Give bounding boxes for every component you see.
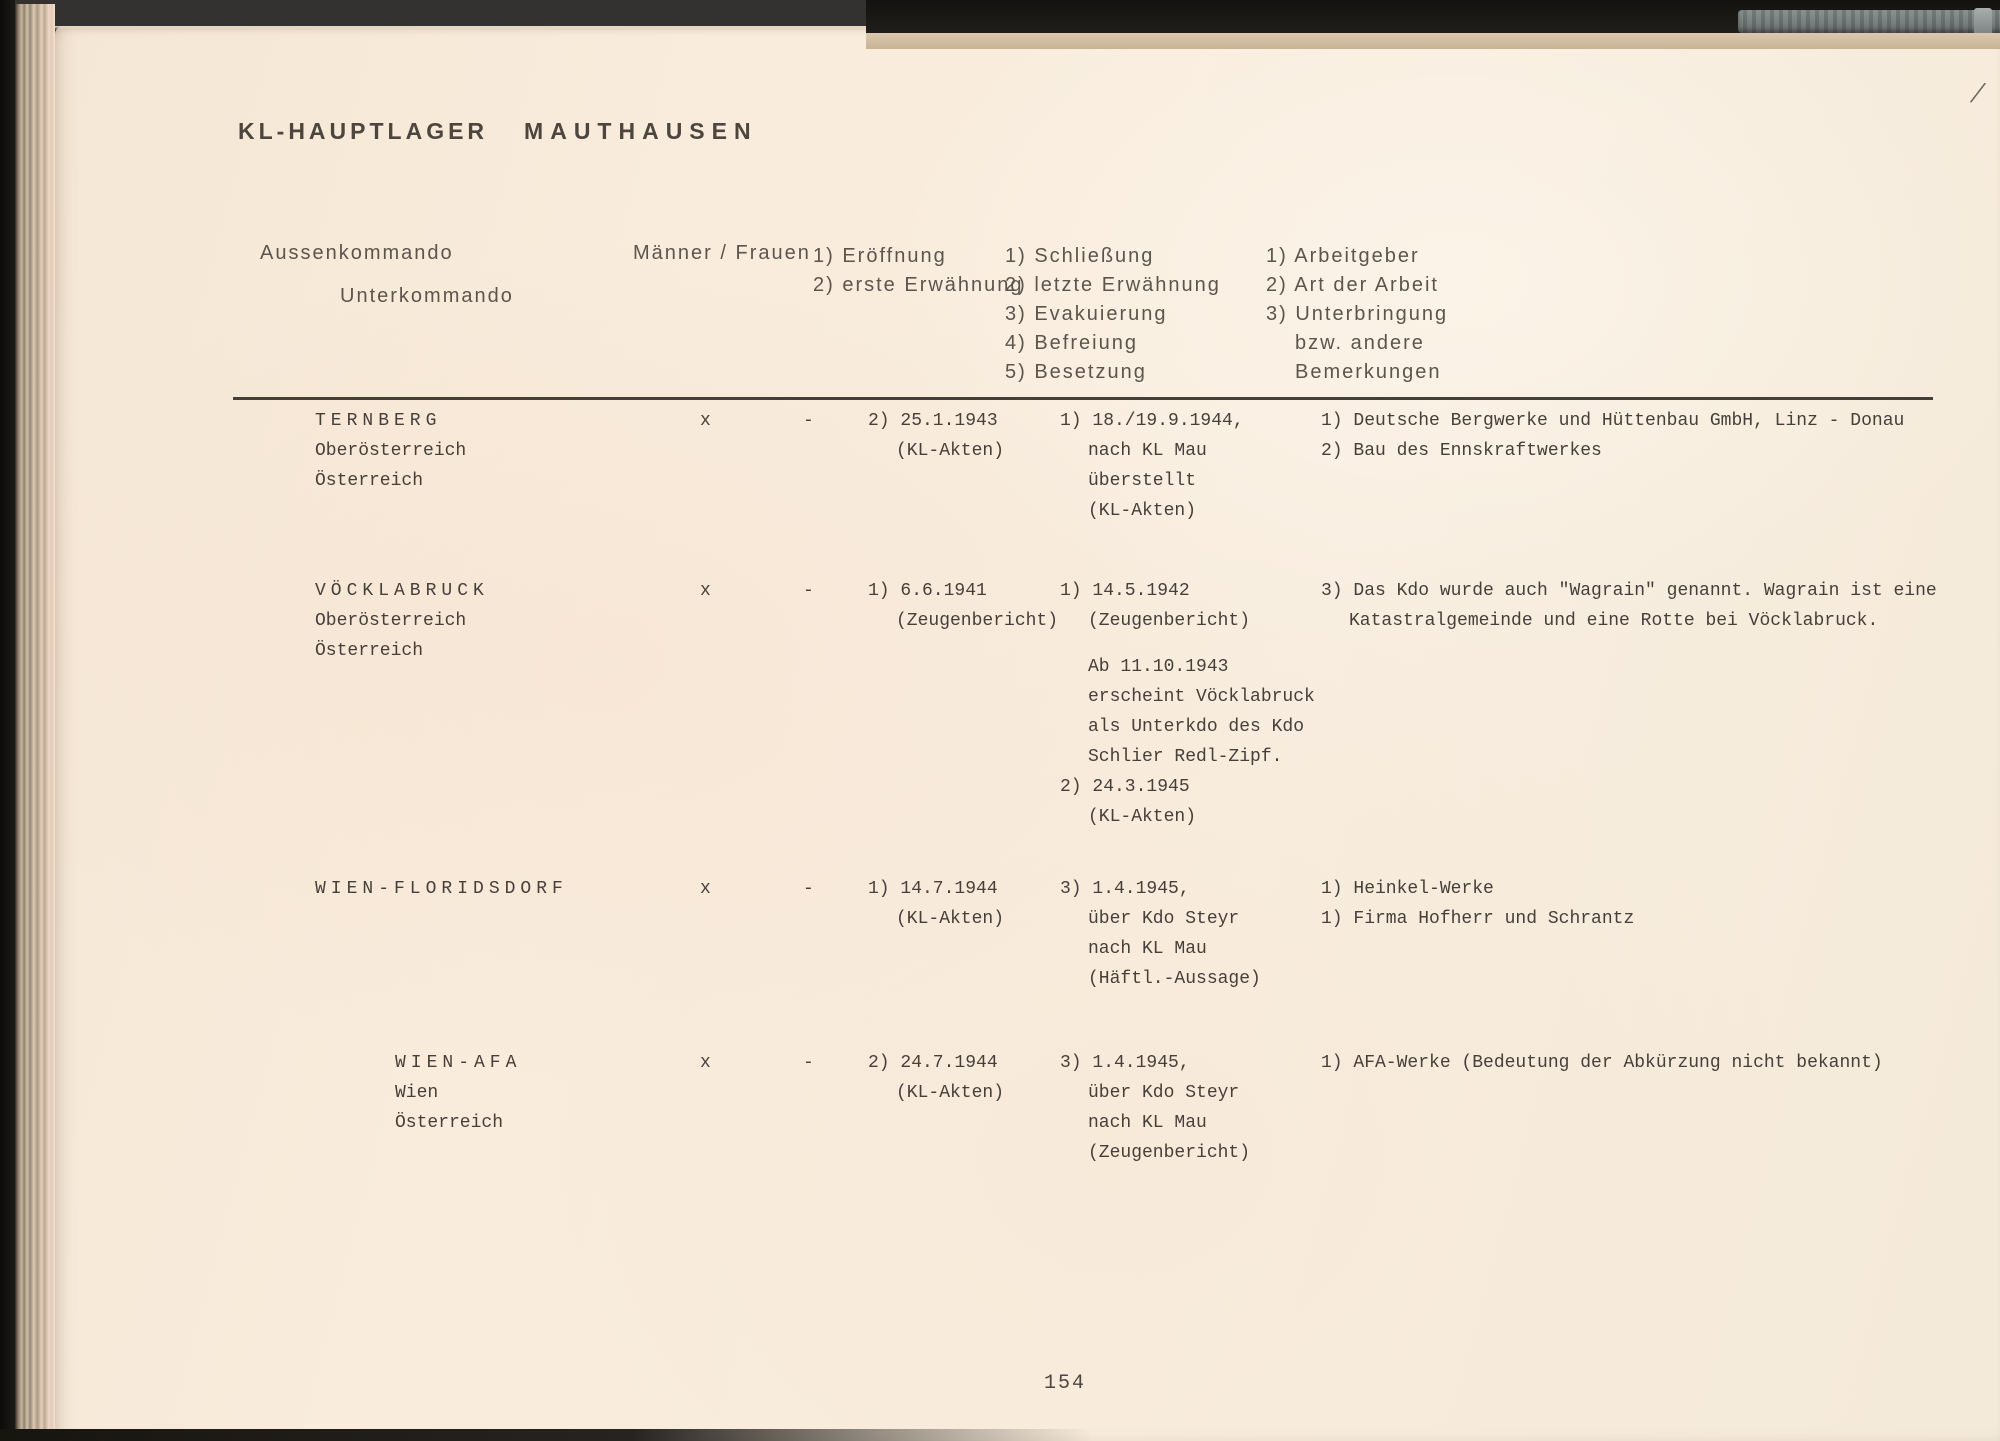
eroeffnung-cell — [868, 576, 1058, 636]
cell-line: nach KL Mau — [1088, 1113, 1207, 1133]
kommando-name-cell — [315, 406, 466, 496]
cell-line: (KL-Akten) — [1088, 807, 1197, 827]
header-line: 3) Unterbringung — [1266, 303, 1449, 325]
cell-line: Katastralgemeinde und eine Rotte bei Vöcklabruck. — [1349, 611, 1879, 631]
cell-line-gap — [1060, 636, 1315, 652]
cell-line: 1) Deutsche Bergwerke und Hüttenbau GmbH, Linz - Donau — [1321, 411, 1905, 431]
schliessung-cell — [1060, 576, 1315, 832]
kommando-name-cell — [315, 576, 489, 666]
cell-line: über Kdo Steyr — [1088, 909, 1240, 929]
kommando-name: TERNBERG — [315, 411, 442, 431]
kommando-name-cell — [395, 1048, 521, 1138]
cell-line: 1) AFA-Werke (Bedeutung der Abkürzung nicht bekannt) — [1321, 1053, 1883, 1073]
header-arbeitgeber — [1266, 242, 1448, 387]
cell-line: über Kdo Steyr — [1088, 1083, 1240, 1103]
cell-line: überstellt — [1088, 471, 1197, 491]
header-unterkommando: Unterkommando — [340, 285, 514, 307]
cell-line: (KL-Akten) — [1088, 501, 1197, 521]
cell-line: (Zeugenbericht) — [1088, 611, 1251, 631]
book-headband-cap — [1974, 8, 1992, 35]
bemerkungen-cell — [1321, 874, 1634, 934]
cell-line: (Häftl.-Aussage) — [1088, 969, 1261, 989]
region-line: Österreich — [315, 471, 424, 491]
schliessung-cell — [1060, 874, 1261, 994]
header-divider-rule — [233, 397, 1933, 400]
cell-line: 1) 14.7.1944 — [868, 879, 998, 899]
book-headband — [1738, 10, 2000, 33]
header-line: 1) Arbeitgeber — [1266, 245, 1420, 267]
header-line: 1) Schließung — [1005, 245, 1155, 267]
header-line: 4) Befreiung — [1005, 332, 1138, 354]
header-maenner-frauen: Männer / Frauen — [633, 242, 811, 264]
cell-line: 1) 14.5.1942 — [1060, 581, 1190, 601]
bemerkungen-cell — [1321, 406, 1904, 466]
cell-line: nach KL Mau — [1088, 441, 1207, 461]
cell-line: als Unterkdo des Kdo — [1088, 717, 1305, 737]
page — [55, 26, 2000, 1441]
cell-line: 2) 25.1.1943 — [868, 411, 998, 431]
cell-line: (KL-Akten) — [896, 1083, 1005, 1103]
cell-line: 2) Bau des Ennskraftwerkes — [1321, 441, 1602, 461]
kommando-name-cell — [315, 874, 568, 904]
header-line: 2) Art der Arbeit — [1266, 274, 1439, 296]
frauen-mark: - — [803, 1053, 814, 1073]
book-bottom-shadow — [0, 1429, 1150, 1441]
corner-slash-mark: / — [1970, 73, 1986, 111]
frauen-mark: - — [803, 879, 814, 899]
cell-line: 3) 1.4.1945, — [1060, 1053, 1190, 1073]
kommando-name: VÖCKLABRUCK — [315, 581, 489, 601]
cell-line: (Zeugenbericht) — [896, 611, 1059, 631]
maenner-mark: x — [700, 411, 711, 431]
region-line: Oberösterreich — [315, 611, 467, 631]
cell-line: 1) 6.6.1941 — [868, 581, 987, 601]
title-camp-label: KL-HAUPTLAGER — [238, 118, 489, 144]
frauen-mark: - — [803, 411, 814, 431]
cell-line: 1) Heinkel-Werke — [1321, 879, 1494, 899]
kommando-name: WIEN-FLORIDSDORF — [315, 879, 568, 899]
cell-line: nach KL Mau — [1088, 939, 1207, 959]
bemerkungen-cell — [1321, 1048, 1883, 1078]
region-line: Österreich — [315, 641, 424, 661]
region-line: Österreich — [395, 1113, 504, 1133]
header-line: Bemerkungen — [1295, 361, 1442, 383]
schliessung-cell — [1060, 1048, 1250, 1168]
cell-line: erscheint Vöcklabruck — [1088, 687, 1315, 707]
book-spine-edge — [0, 0, 15, 1441]
cell-line: 1) 18./19.9.1944, — [1060, 411, 1244, 431]
header-line: 2) letzte Erwähnung — [1005, 274, 1221, 296]
page-stack-edge — [15, 4, 55, 1441]
region-line: Oberösterreich — [315, 441, 467, 461]
eroeffnung-cell — [868, 1048, 1004, 1108]
eroeffnung-cell — [868, 874, 1004, 934]
header-line: 3) Evakuierung — [1005, 303, 1168, 325]
kommando-name: WIEN-AFA — [395, 1053, 522, 1073]
cell-line: 1) Firma Hofherr und Schrantz — [1321, 909, 1635, 929]
header-line: 2) erste Erwähnung — [813, 274, 1024, 296]
eroeffnung-cell — [868, 406, 1004, 466]
region-line: Wien — [395, 1083, 439, 1103]
cell-line: (KL-Akten) — [896, 441, 1005, 461]
cell-line: Ab 11.10.1943 — [1088, 657, 1229, 677]
header-aussenkommando: Aussenkommando — [260, 242, 454, 264]
cell-line: 2) 24.3.1945 — [1060, 777, 1190, 797]
cell-line: (KL-Akten) — [896, 909, 1005, 929]
header-schliessung — [1005, 242, 1221, 387]
cell-line: (Zeugenbericht) — [1088, 1143, 1251, 1163]
page-number: 154 — [1043, 1372, 1086, 1395]
bemerkungen-cell — [1321, 576, 1937, 636]
schliessung-cell — [1060, 406, 1244, 526]
header-line: 1) Eröffnung — [813, 245, 947, 267]
maenner-mark: x — [700, 581, 711, 601]
cell-line: 3) Das Kdo wurde auch "Wagrain" genannt. Wagrain ist eine — [1321, 581, 1937, 601]
header-line: bzw. andere — [1295, 332, 1425, 354]
title-camp-name: MAUTHAUSEN — [524, 118, 758, 144]
header-eroeffnung — [813, 242, 1024, 300]
header-line: 5) Besetzung — [1005, 361, 1147, 383]
cell-line: 2) 24.7.1944 — [868, 1053, 998, 1073]
page-top-edge — [866, 33, 2000, 49]
maenner-mark: x — [700, 1053, 711, 1073]
frauen-mark: - — [803, 581, 814, 601]
maenner-mark: x — [700, 879, 711, 899]
cell-line: Schlier Redl-Zipf. — [1088, 747, 1283, 767]
page-title — [238, 118, 758, 145]
cell-line: 3) 1.4.1945, — [1060, 879, 1190, 899]
